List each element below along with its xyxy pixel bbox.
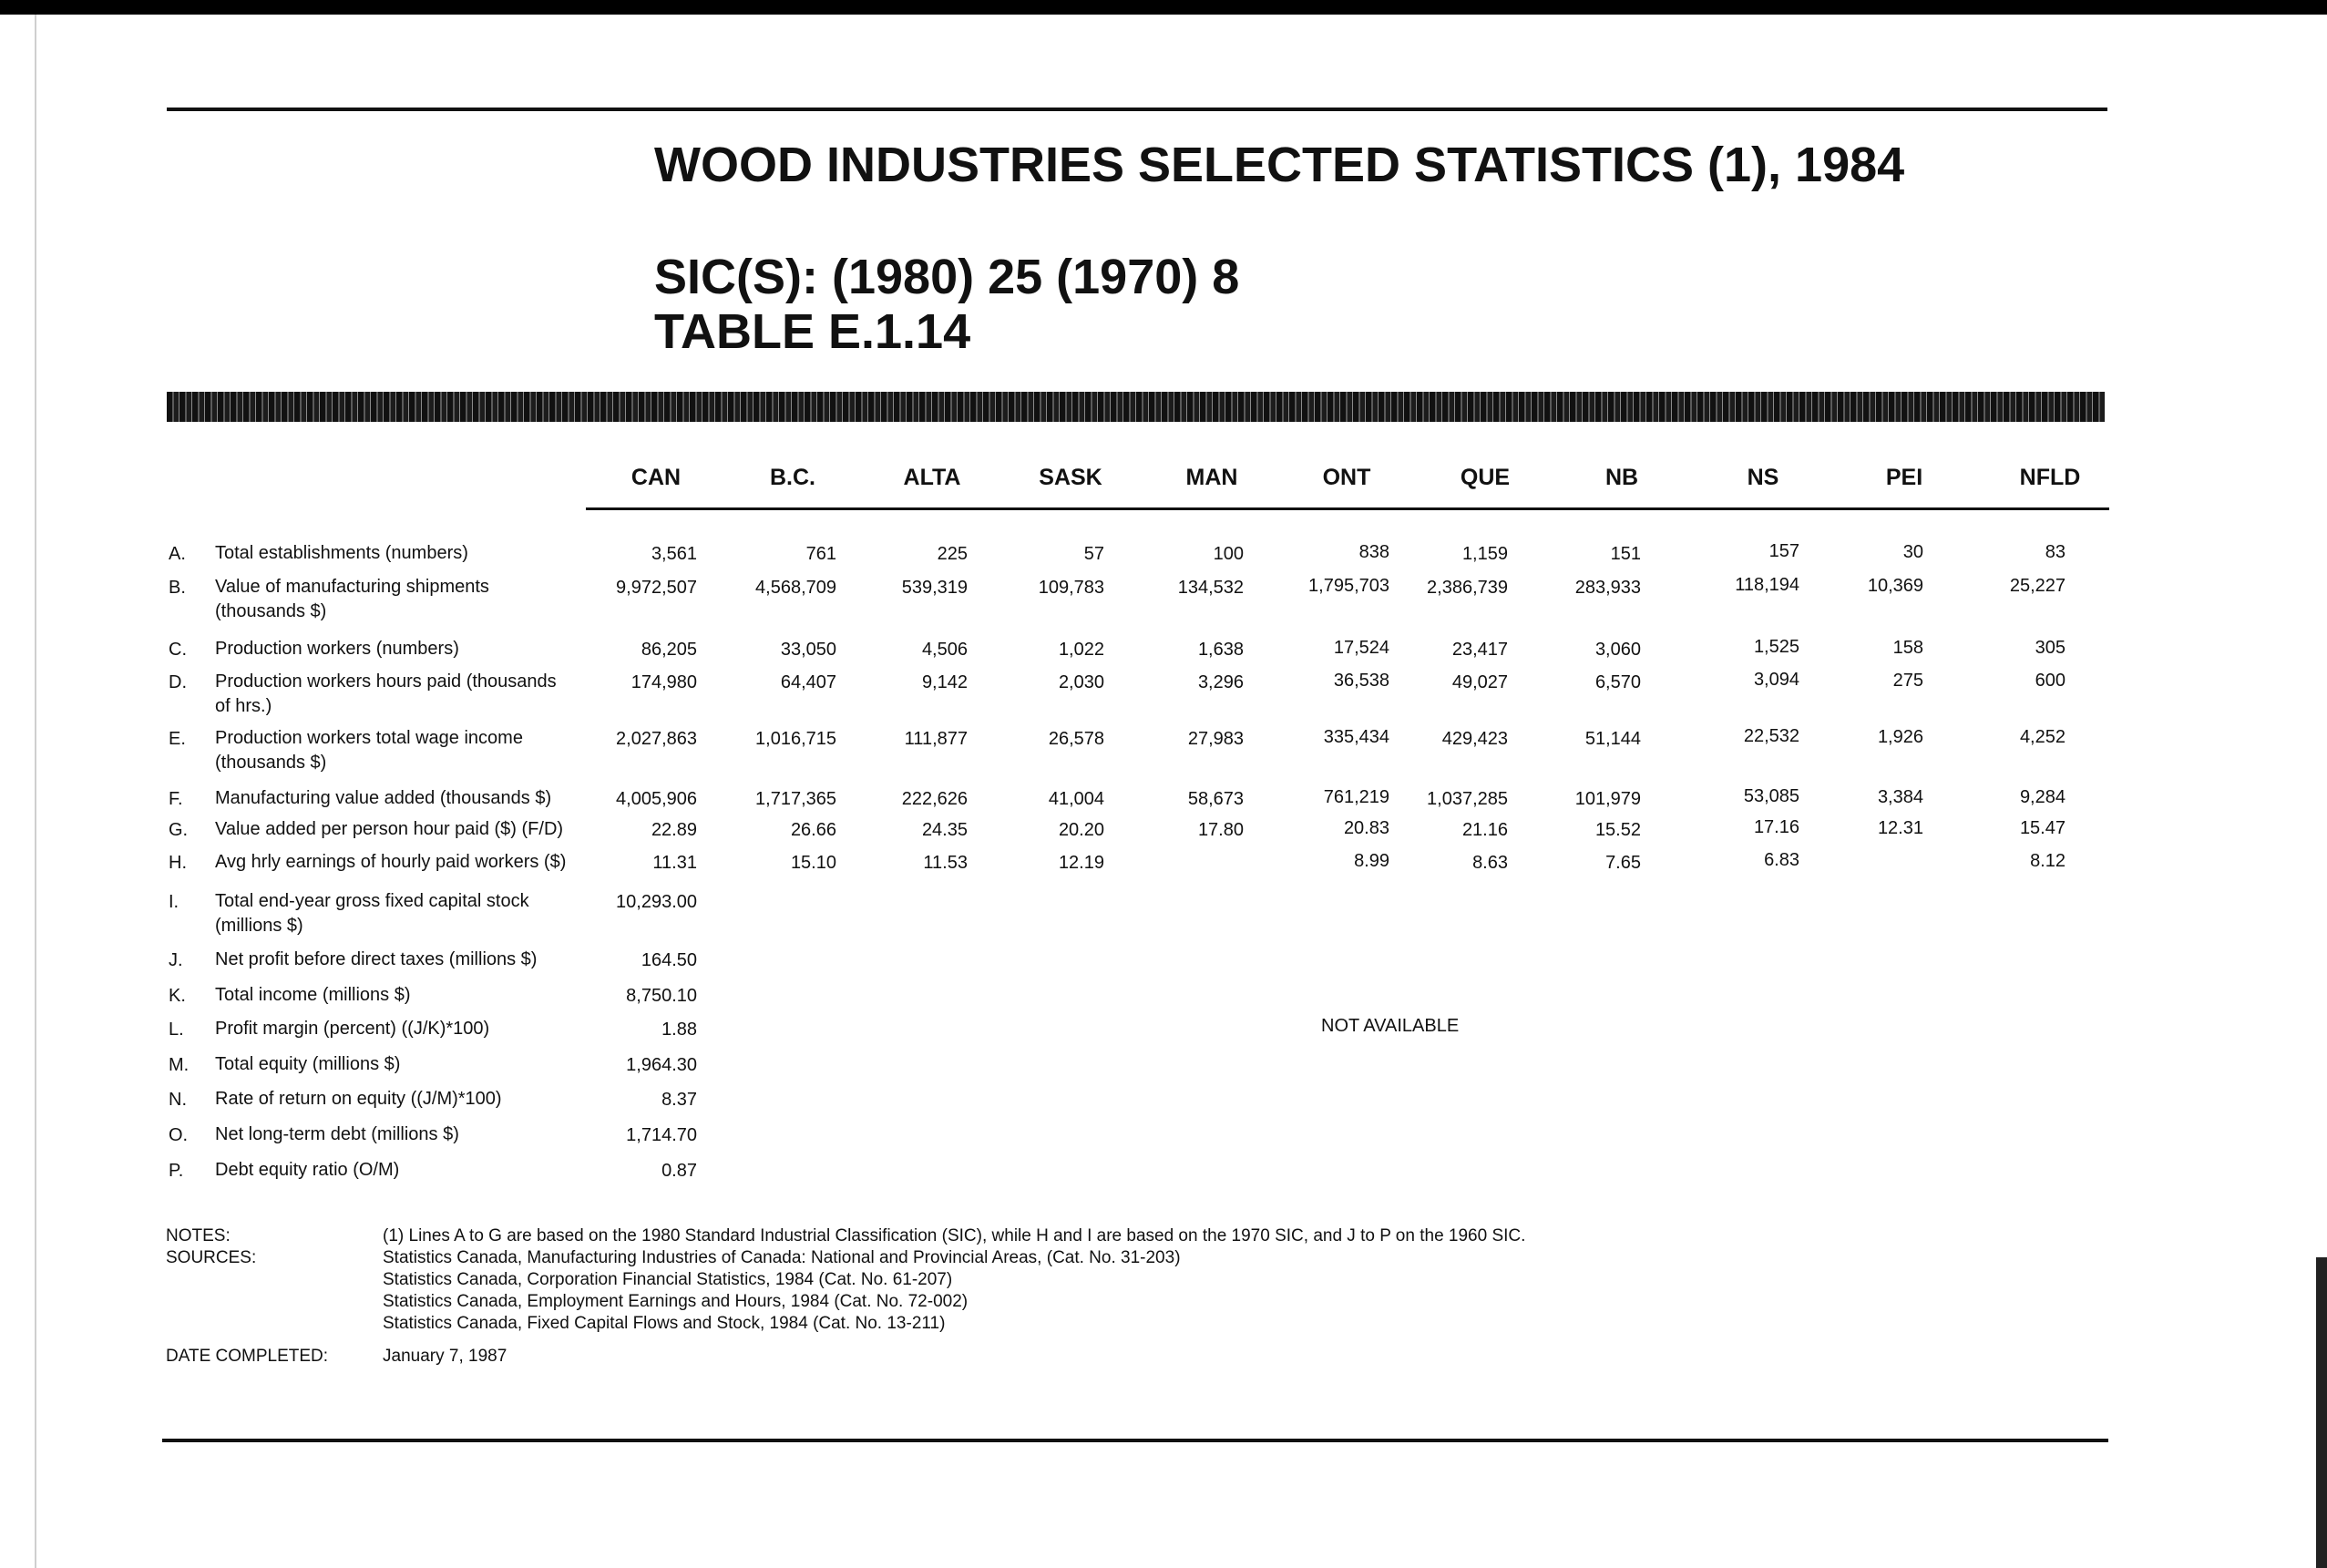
table-cell: 3,094 (1753, 670, 1799, 690)
sic-code: SIC(S): (1980) 25 (1970) 8 (654, 250, 1240, 304)
table-cell: 761,219 (1323, 787, 1389, 807)
column-header: MAN (1185, 465, 1238, 490)
not-available-label: NOT AVAILABLE (1321, 1016, 1460, 1036)
table-cell: 101,979 (1574, 789, 1641, 809)
row-label: Value of manufacturing shipments (thousands $) (215, 577, 489, 621)
table-cell: 2,030 (1058, 672, 1104, 692)
table-cell: 174,980 (630, 672, 697, 692)
table-cell: 429,423 (1441, 729, 1508, 749)
row-label: Total income (millions $) (215, 985, 411, 1005)
row-label: Value added per person hour paid ($) (F/D) (215, 819, 564, 839)
table-cell: 6,570 (1594, 672, 1641, 692)
table-cell: 1,022 (1058, 640, 1104, 660)
table-cell: 109,783 (1038, 578, 1104, 598)
date-completed-value: January 7, 1987 (383, 1347, 507, 1366)
table-cell: 3,060 (1594, 640, 1641, 660)
table-cell: 10,293.00 (616, 892, 697, 912)
table-cell: 1,525 (1753, 637, 1799, 657)
table-cell: 9,972,507 (616, 578, 697, 598)
table-cell: 41,004 (1048, 789, 1104, 809)
row-letter: J. (169, 950, 183, 970)
row-label: Net long-term debt (millions $) (215, 1124, 459, 1144)
table-cell: 9,284 (2019, 787, 2066, 807)
table-cell: 4,005,906 (616, 789, 697, 809)
table-cell: 335,434 (1323, 727, 1389, 747)
column-header: NFLD (2019, 465, 2081, 490)
table-cell: 7.65 (1605, 853, 1641, 873)
table-cell: 25,227 (2009, 576, 2066, 596)
table-cell: 11.53 (923, 853, 968, 873)
scan-right-edge (2316, 1257, 2327, 1568)
row-letter: O. (169, 1125, 189, 1145)
decorative-band (167, 392, 2105, 422)
row-label: Total end-year gross fixed capital stock (millions $) (215, 891, 529, 936)
row-letter: E. (169, 729, 186, 749)
table-cell: 15.47 (2019, 818, 2066, 838)
table-cell: 26,578 (1048, 729, 1104, 749)
row-letter: D. (169, 672, 187, 692)
table-cell: 64,407 (780, 672, 836, 692)
table-cell: 1,964.30 (626, 1055, 697, 1075)
table-cell: 83 (2045, 542, 2066, 562)
table-cell: 1.88 (661, 1020, 697, 1040)
table-cell: 1,159 (1461, 544, 1508, 564)
row-label: Net profit before direct taxes (millions $) (215, 949, 538, 969)
table-cell: 23,417 (1451, 640, 1508, 660)
header-rule (586, 507, 2109, 510)
table-cell: 53,085 (1743, 786, 1799, 806)
table-cell: 15.52 (1594, 820, 1641, 840)
table-cell: 6.83 (1764, 850, 1799, 870)
table-cell: 1,037,285 (1427, 789, 1508, 809)
table-cell: 4,506 (921, 640, 968, 660)
row-label: Debt equity ratio (O/M) (215, 1160, 400, 1180)
column-header: PEI (1885, 465, 1923, 490)
table-cell: 57 (1083, 544, 1104, 564)
row-letter: H. (169, 853, 187, 873)
source-line: Statistics Canada, Manufacturing Industries of Canada: National and Provincial Areas, (Cat. No. 31-203) (383, 1248, 1181, 1267)
table-cell: 134,532 (1177, 578, 1244, 598)
row-label: Production workers total wage income (thousands $) (215, 728, 523, 773)
table-cell: 1,795,703 (1308, 576, 1389, 596)
table-cell: 12.31 (1877, 818, 1923, 838)
table-cell: 158 (1892, 638, 1923, 658)
row-letter: B. (169, 578, 186, 598)
table-cell: 600 (2035, 671, 2066, 691)
bottom-rule (162, 1439, 2108, 1442)
table-cell: 36,538 (1333, 671, 1389, 691)
table-cell: 8.12 (2030, 851, 2066, 871)
table-cell: 283,933 (1574, 578, 1641, 598)
table-cell: 27,983 (1187, 729, 1244, 749)
row-letter: F. (169, 789, 183, 809)
table-cell: 4,568,709 (755, 578, 836, 598)
row-letter: M. (169, 1055, 190, 1075)
table-cell: 17.80 (1197, 820, 1244, 840)
table-cell: 22,532 (1743, 726, 1799, 746)
table-cell: 761 (805, 544, 836, 564)
row-label: Avg hrly earnings of hourly paid workers ($) (215, 852, 567, 872)
table-cell: 86,205 (641, 640, 697, 660)
table-cell: 1,717,365 (755, 789, 836, 809)
table-cell: 9,142 (921, 672, 968, 692)
top-rule (167, 108, 2107, 111)
sources-label: SOURCES: (166, 1248, 257, 1267)
table-cell: 15.10 (790, 853, 836, 873)
table-cell: 1,638 (1197, 640, 1244, 660)
column-header: ALTA (903, 465, 961, 490)
table-cell: 4,252 (2019, 727, 2066, 747)
table-cell: 157 (1768, 541, 1799, 561)
table-cell: 1,926 (1877, 727, 1923, 747)
row-label: Rate of return on equity ((J/M)*100) (215, 1089, 502, 1109)
table-id: TABLE E.1.14 (654, 304, 971, 359)
table-cell: 26.66 (790, 820, 836, 840)
table-cell: 3,561 (651, 544, 697, 564)
row-letter: P. (169, 1161, 184, 1181)
table-cell: 58,673 (1187, 789, 1244, 809)
column-header: B.C. (770, 465, 815, 490)
scan-left-edge (35, 15, 36, 1568)
row-label: Manufacturing value added (thousands $) (215, 788, 552, 808)
notes-text: (1) Lines A to G are based on the 1980 Standard Industrial Classification (SIC), while H and I are based on the 1970 SIC, and J to P on the 1960 SIC. (383, 1226, 1526, 1245)
table-cell: 8.63 (1472, 853, 1508, 873)
column-header: SASK (1039, 465, 1102, 490)
table-cell: 539,319 (901, 578, 968, 598)
notes-label: NOTES: (166, 1226, 231, 1245)
table-cell: 222,626 (901, 789, 968, 809)
table-cell: 33,050 (780, 640, 836, 660)
column-header: QUE (1460, 465, 1511, 490)
table-cell: 2,386,739 (1427, 578, 1508, 598)
table-cell: 11.31 (652, 853, 697, 873)
table-cell: 164.50 (641, 950, 697, 970)
row-label: Total equity (millions $) (215, 1054, 401, 1074)
table-cell: 100 (1213, 544, 1244, 564)
table-cell: 17.16 (1753, 817, 1799, 837)
table-cell: 3,296 (1197, 672, 1244, 692)
row-label: Production workers hours paid (thousands of hrs.) (215, 671, 557, 716)
row-letter: K. (169, 986, 186, 1006)
table-cell: 111,877 (904, 729, 968, 749)
row-letter: N. (169, 1090, 187, 1110)
page-title: WOOD INDUSTRIES SELECTED STATISTICS (1), 1984 (654, 138, 1905, 192)
column-header: NB (1604, 465, 1639, 490)
table-cell: 10,369 (1867, 576, 1923, 596)
row-letter: L. (169, 1020, 184, 1040)
source-line: Statistics Canada, Corporation Financial Statistics, 1984 (Cat. No. 61-207) (383, 1270, 953, 1289)
table-cell: 8.99 (1354, 851, 1389, 871)
row-label: Total establishments (numbers) (215, 543, 468, 563)
table-cell: 151 (1610, 544, 1641, 564)
row-letter: G. (169, 820, 189, 840)
table-cell: 12.19 (1058, 853, 1104, 873)
table-cell: 22.89 (651, 820, 697, 840)
table-cell: 30 (1902, 542, 1923, 562)
row-letter: A. (169, 544, 186, 564)
column-header: NS (1747, 465, 1779, 490)
table-cell: 20.20 (1058, 820, 1104, 840)
column-header: CAN (630, 465, 682, 490)
table-cell: 20.83 (1343, 818, 1389, 838)
table-cell: 8,750.10 (626, 986, 697, 1006)
table-cell: 838 (1358, 542, 1389, 562)
row-letter: C. (169, 640, 187, 660)
row-letter: I. (169, 892, 179, 912)
table-cell: 3,384 (1877, 787, 1923, 807)
table-cell: 1,714.70 (626, 1125, 697, 1145)
table-cell: 305 (2035, 638, 2066, 658)
column-header: ONT (1322, 465, 1371, 490)
date-completed-label: DATE COMPLETED: (166, 1347, 329, 1366)
table-cell: 21.16 (1461, 820, 1508, 840)
table-cell: 17,524 (1333, 638, 1389, 658)
table-cell: 24.35 (921, 820, 968, 840)
scan-top-border (0, 0, 2327, 15)
table-cell: 1,016,715 (755, 729, 836, 749)
table-cell: 8.37 (661, 1090, 697, 1110)
table-cell: 225 (937, 544, 968, 564)
table-cell: 2,027,863 (616, 729, 697, 749)
source-line: Statistics Canada, Employment Earnings and Hours, 1984 (Cat. No. 72-002) (383, 1292, 969, 1311)
table-cell: 118,194 (1735, 575, 1799, 595)
table-cell: 0.87 (661, 1161, 697, 1181)
table-cell: 51,144 (1584, 729, 1641, 749)
row-label: Production workers (numbers) (215, 639, 459, 659)
table-cell: 275 (1892, 671, 1923, 691)
table-cell: 49,027 (1451, 672, 1508, 692)
source-line: Statistics Canada, Fixed Capital Flows and Stock, 1984 (Cat. No. 13-211) (383, 1314, 946, 1333)
row-label: Profit margin (percent) ((J/K)*100) (215, 1019, 490, 1039)
